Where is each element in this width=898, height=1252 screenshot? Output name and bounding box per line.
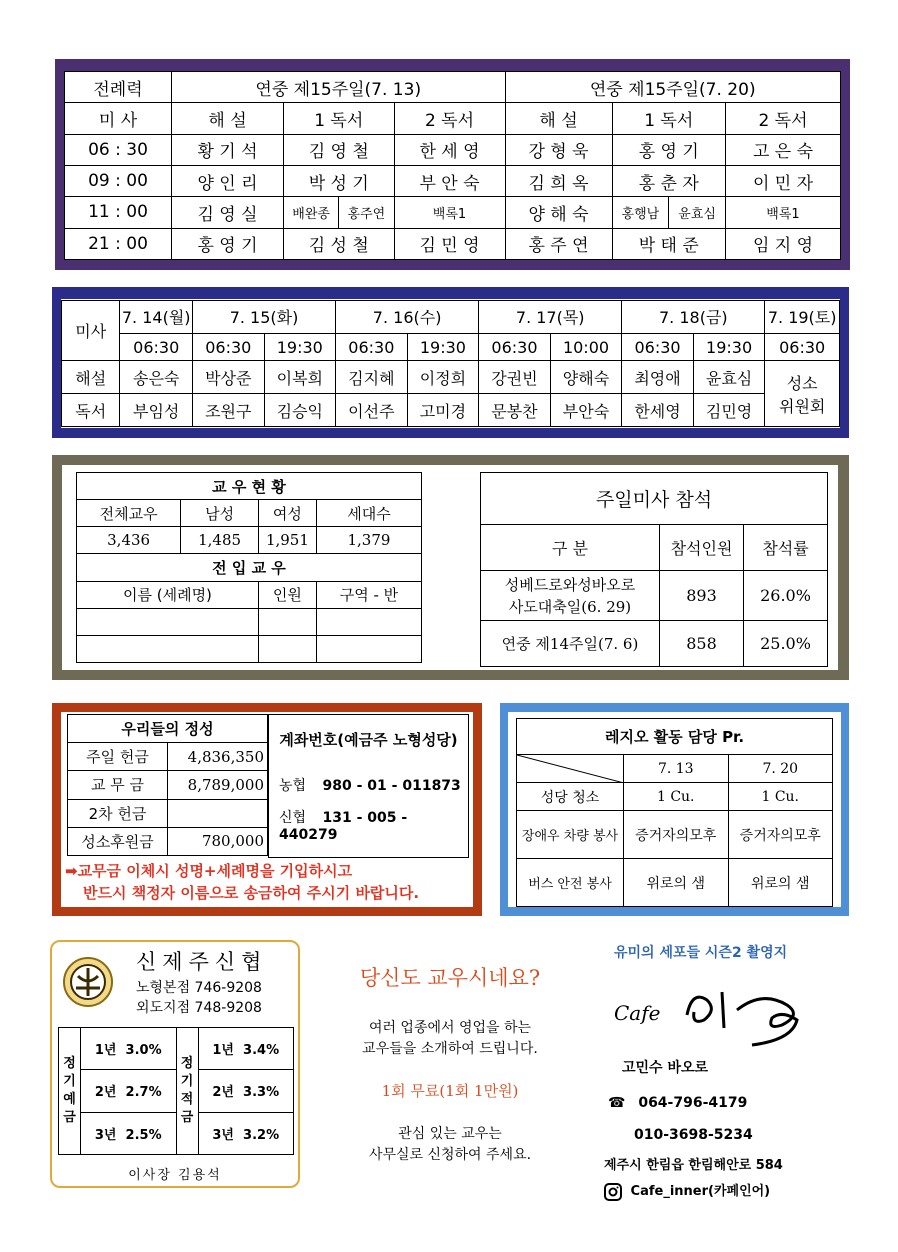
offerings-title: 우리들의 정성 [68,715,268,743]
table-cell: 김 희 옥 [505,165,612,196]
parishioner-business-ad [315,950,585,1190]
instagram-row [604,1180,770,1201]
instagram-icon [604,1183,622,1201]
rate-cell: 1년 3.4% [198,1028,294,1070]
cafe-logo-text: Cafe [614,1001,661,1025]
offerings-panel [52,703,482,916]
table-cell: 최영애 [622,361,694,394]
date-header: 7. 20 [728,755,833,783]
saturday-note [765,361,840,427]
table-header: 여성 [258,500,316,527]
table-cell: 위로의 샘 [624,859,729,907]
table-cell: 김 영 철 [284,134,395,165]
mass-label: 미 사 [65,103,172,134]
label-char: 적 [180,1092,194,1107]
table-cell: 양 인 리 [172,165,284,196]
table-cell: 1 Cu. [728,783,833,811]
ad-text [315,1018,585,1060]
table-row [62,394,840,427]
table-cell: 780,000 [168,827,268,855]
rate-cell: 2년 3.3% [198,1070,294,1112]
account-box [268,714,469,858]
table-cell: 홍행남 [612,197,669,228]
account-title: 계좌번호(예금주 노형성당) [279,731,458,749]
parish-status-title: 교 우 현 황 [77,473,422,500]
table-row [68,799,268,827]
table-cell: 강권빈 [479,361,551,394]
table-cell: 문봉찬 [479,394,551,427]
row-label: 버스 안전 봉사 [517,859,624,907]
label-char: 금 [180,1110,194,1125]
row-label: 사도대축일(6. 29) [508,597,632,616]
reading1-header: 1 독서 [612,103,726,134]
table-row [62,361,840,394]
table-cell: 윤효심 [693,361,765,394]
date-header: 7. 16(수) [336,301,479,334]
table-header: 전체교우 [77,500,181,527]
transfer-notice [65,860,470,904]
table-cell: 김 민 영 [394,228,505,259]
table-row [68,827,268,855]
table-cell: 백록1 [726,197,841,228]
phone-icon: ☎ [608,1095,626,1111]
label-char: 금 [63,1110,76,1125]
ad-line: 관심 있는 교우는 [398,1126,502,1142]
table-header: 참석인원 [660,525,744,571]
table-cell: 부임성 [120,394,193,427]
table-cell [168,799,268,827]
table-cell: 홍 춘 자 [612,165,726,196]
table-row [517,859,833,907]
table-header: 세대수 [316,500,421,527]
table-row [65,197,841,228]
table-header: 남성 [181,500,259,527]
saturday-note-line: 위원회 [778,396,826,416]
legio-title: 레지오 활동 담당 Pr. [517,719,833,755]
time-cell: 19:30 [693,333,765,360]
table-cell: 이복희 [264,361,336,394]
sunday-roster-panel [55,59,850,270]
table-cell: 893 [660,571,744,621]
cafe-tagline: 유미의 세포들 시즌2 촬영지 [614,945,788,961]
reading2-header: 2 독서 [394,103,505,134]
table-cell: 홍주연 [339,197,394,228]
deposit-label [59,1028,81,1155]
table-row [65,228,841,259]
table-cell: 김민영 [693,394,765,427]
table-cell: 양 해 숙 [505,197,612,228]
ad-line: 사무실로 신청하여 주세요. [368,1147,532,1163]
mass-label: 미사 [62,301,120,361]
weekday-roster-panel [52,287,849,438]
table-cell: 2차 헌금 [68,799,168,827]
date-header: 7. 17(목) [479,301,622,334]
table-cell: 858 [660,621,744,667]
table-cell [77,635,259,662]
table-cell: 이정희 [407,361,479,394]
date-header: 7. 15(화) [192,301,335,334]
table-cell: 주일 헌금 [68,743,168,771]
branch-phone: 노형본점 746-9208 [136,980,262,996]
reading1-header: 1 독서 [284,103,395,134]
row-label: 성베드로와성바오로 [504,575,636,594]
week1-header: 연중 제15주일(7. 13) [172,72,506,103]
table-cell: 부 안 숙 [394,165,505,196]
table-cell: 홍 영 기 [172,228,284,259]
cafe-ad [592,940,852,1200]
ad-text [315,1124,585,1166]
table-cell: 이 민 자 [726,165,841,196]
table-cell [258,635,316,662]
table-cell: 황 기 석 [172,134,284,165]
table-row [68,743,268,771]
diagonal-cell [517,755,624,783]
table-cell: 성소후원금 [68,827,168,855]
table-cell: 박 태 준 [612,228,726,259]
time-cell: 06:30 [479,333,551,360]
parish-status-table [76,472,422,663]
table-row [481,571,828,621]
table-cell: 강 형 욱 [505,134,612,165]
legio-table [516,718,833,907]
table-cell [316,608,421,635]
bank-name: 농협 [279,778,307,794]
table-cell [316,635,421,662]
time-cell: 19:30 [407,333,479,360]
table-header: 구역 - 반 [316,581,421,608]
table-cell: 1,379 [316,527,421,554]
table-cell: 한 세 영 [394,134,505,165]
table-cell: 한세영 [622,394,694,427]
table-cell: 백록1 [394,197,505,228]
table-cell: 교 무 금 [68,771,168,799]
table-row [65,165,841,196]
diagonal-line [517,755,624,783]
date-header: 7. 13 [624,755,729,783]
phone-row [608,1095,747,1111]
table-cell: 고 은 숙 [726,134,841,165]
rate-cell: 3년 2.5% [81,1112,177,1154]
table-header: 이름 (세례명) [77,581,259,608]
reading-label: 독서 [62,394,120,427]
account-number: 980 - 01 - 011873 [322,778,461,794]
table-cell: 증거자의모후 [624,811,729,859]
table-row [68,771,268,799]
table-cell: 4,836,350 [168,743,268,771]
reading2-header: 2 독서 [726,103,841,134]
instagram-handle: Cafe_inner(카페인어) [630,1184,771,1199]
table-cell [258,608,316,635]
bank-name: 신협 [279,810,307,826]
table-cell: 박 성 기 [284,165,395,196]
rates-table [58,1027,294,1155]
commentary-header: 해 설 [172,103,284,134]
table-header: 구 분 [481,525,660,571]
time-cell: 06:30 [622,333,694,360]
table-cell: 박상준 [192,361,264,394]
time-cell: 06:30 [120,333,193,360]
table-cell: 김 성 철 [284,228,395,259]
account-row [279,807,468,843]
date-header: 7. 18(금) [622,301,765,334]
table-cell: 3,436 [77,527,181,554]
table-cell: 고미경 [407,394,479,427]
table-cell: 부안숙 [550,394,622,427]
cafe-owner: 고민수 바오로 [622,1060,709,1076]
weekday-roster-table [61,300,840,427]
table-cell: 홍 주 연 [505,228,612,259]
ad-line: 여러 업종에서 영업을 하는 [368,1020,532,1036]
table-row [77,608,422,635]
offerings-table [67,714,268,856]
ad-price: 1회 무료(1회 1만원) [381,1082,519,1100]
table-cell: 김 영 실 [172,197,284,228]
account-row [279,775,461,795]
mass-time: 06 : 30 [65,134,172,165]
notice-line: 반드시 책정자 이름으로 송금하여 주시기 바랍니다. [83,884,420,902]
table-cell: 1,485 [181,527,259,554]
table-cell: 증거자의모후 [728,811,833,859]
table-cell: 1,951 [258,527,316,554]
table-header: 인원 [258,581,316,608]
date-header: 7. 14(월) [120,301,193,334]
credit-union-ad [50,940,300,1188]
rate-cell: 3년 3.2% [198,1112,294,1154]
saturday-note-line: 성소 [786,373,818,393]
credit-union-name: 신제주신협 [136,950,268,974]
table-cell: 이선주 [336,394,408,427]
table-cell: 임 지 영 [726,228,841,259]
attendance-table [480,472,828,667]
table-cell: 윤효심 [669,197,726,228]
mass-time: 11 : 00 [65,197,172,228]
rate-cell: 1년 3.0% [81,1028,177,1070]
table-cell [77,608,259,635]
commentary-label: 해설 [62,361,120,394]
legio-panel [500,703,849,916]
attendance-title: 주일미사 참석 [481,473,828,525]
table-row [481,621,828,667]
table-cell: 위로의 샘 [728,859,833,907]
liturgical-calendar-label: 전례력 [65,72,172,103]
label-char: 기 [180,1074,194,1089]
mobile-number: 010-3698-5234 [634,1127,753,1143]
chairman: 이사장 김용석 [128,1168,222,1183]
rate-cell: 2년 2.7% [81,1070,177,1112]
status-panel [52,455,849,680]
ad-line: 교우들을 소개하여 드립니다. [362,1041,538,1057]
table-cell: 홍 영 기 [612,134,726,165]
mass-time: 21 : 00 [65,228,172,259]
table-cell: 김승익 [264,394,336,427]
table-cell: 1 Cu. [624,783,729,811]
date-header: 7. 19(토) [765,301,840,334]
ad-headline: 당신도 교우시네요? [359,966,541,990]
notice-line: ➡교무금 이체시 성명+세례명을 기입하시고 [65,862,353,880]
table-cell: 송은숙 [120,361,193,394]
table-cell: 연중 제14주일(7. 6) [481,621,660,667]
mass-time: 09 : 00 [65,165,172,196]
phone-number: 064-796-4179 [638,1095,748,1111]
time-cell: 19:30 [264,333,336,360]
row-label: 성당 청소 [517,783,624,811]
newcomer-title: 전 입 교 우 [77,554,422,581]
row-label: 장애우 차량 봉사 [517,811,624,859]
table-cell: 8,789,000 [168,771,268,799]
table-cell: 김지혜 [336,361,408,394]
table-row [65,134,841,165]
time-cell: 06:30 [192,333,264,360]
table-header: 참석률 [744,525,828,571]
time-cell: 06:30 [765,333,840,360]
account-number: 131 - 005 - 440279 [279,810,408,843]
table-row [59,1028,294,1070]
time-cell: 10:00 [550,333,622,360]
table-row [77,635,422,662]
commentary-header: 해 설 [505,103,612,134]
cafe-address: 제주시 한림읍 한림해안로 584 [604,1158,783,1173]
cafe-logo [612,970,812,1048]
savings-label [176,1028,198,1155]
table-cell: 25.0% [744,621,828,667]
table-cell: 조원구 [192,394,264,427]
table-row [517,783,833,811]
table-cell [481,571,660,621]
label-char: 정 [63,1056,76,1071]
table-cell: 배완종 [284,197,339,228]
label-char: 예 [63,1092,76,1107]
branch-phone: 외도지점 748-9208 [136,1000,262,1016]
week2-header: 연중 제15주일(7. 20) [505,72,841,103]
label-char: 정 [180,1056,194,1071]
table-cell: 26.0% [744,571,828,621]
time-cell: 06:30 [336,333,408,360]
label-char: 기 [63,1074,76,1089]
table-row [517,811,833,859]
table-cell: 양해숙 [550,361,622,394]
sunday-roster-table [64,71,841,260]
credit-union-logo [62,956,114,1008]
